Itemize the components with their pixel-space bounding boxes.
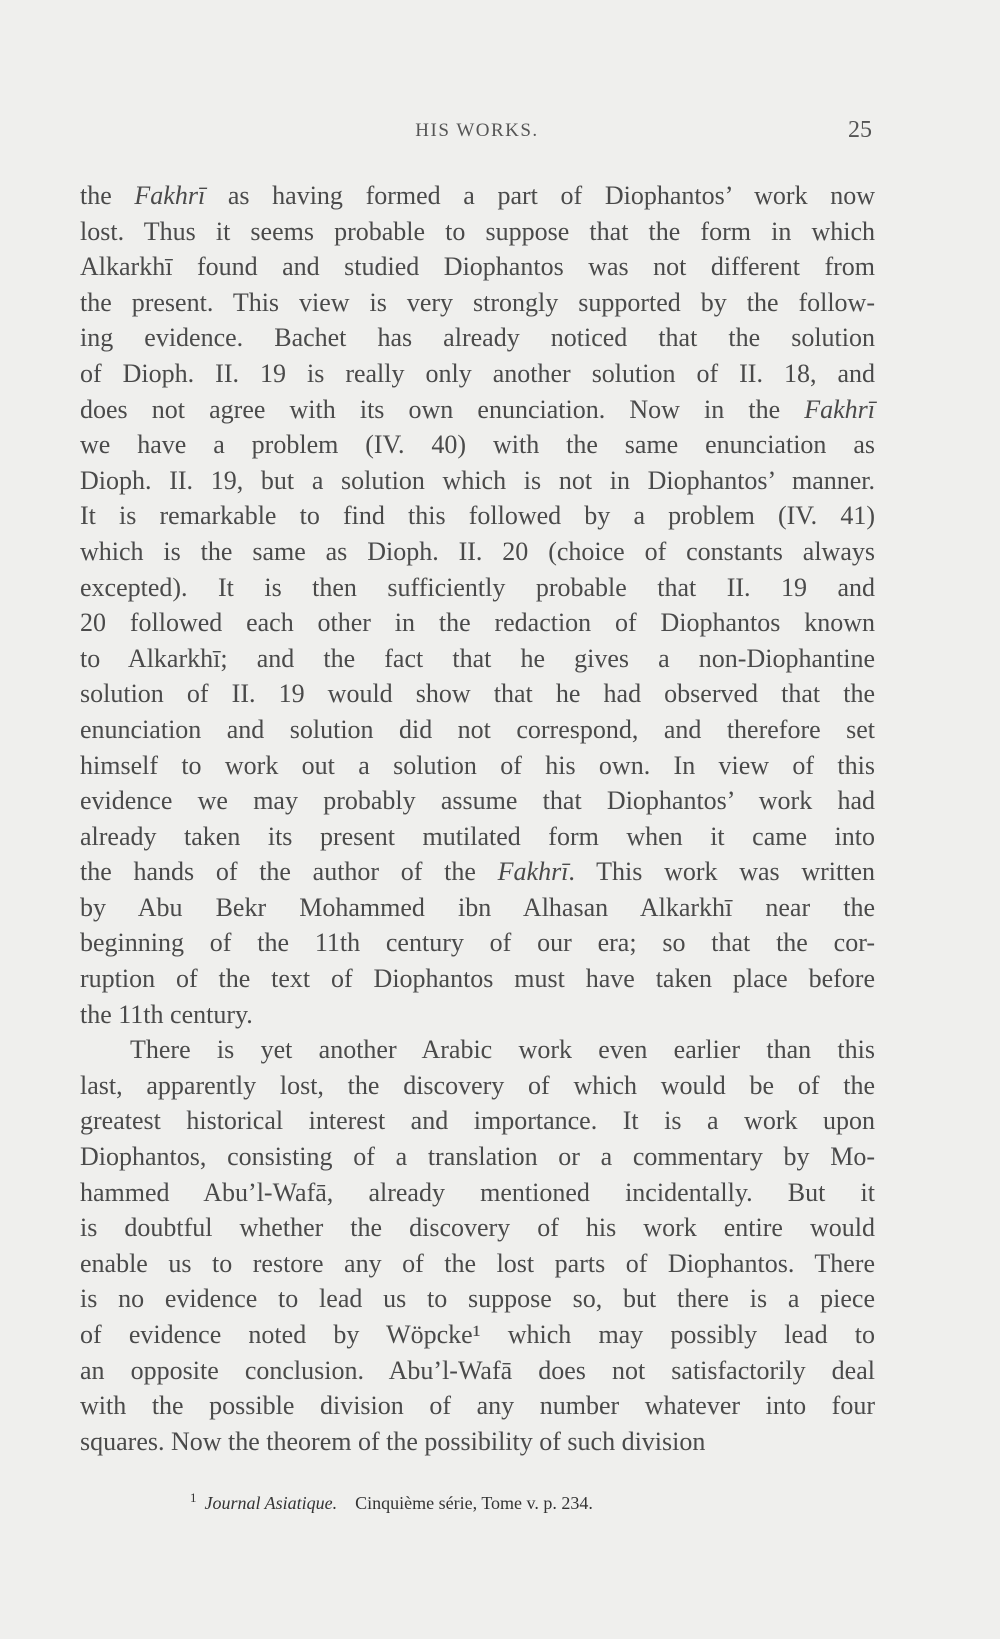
running-title: HIS WORKS.	[415, 120, 539, 141]
footnote-journal: Journal Asiatique.	[204, 1493, 338, 1513]
italic-title: Fakhrī	[497, 857, 569, 887]
text-line: enable us to restore any of the lost parts of Diophantos. There	[80, 1248, 875, 1278]
text-line: greatest historical interest and importance. It is a work upon	[80, 1106, 875, 1136]
text-line: the 11th century.	[80, 999, 253, 1029]
text-line: last, apparently lost, the discovery of which would be of the	[80, 1070, 875, 1100]
footnote	[190, 1490, 593, 1514]
text-line: the present. This view is very strongly supported by the follow-	[80, 287, 875, 317]
text-line: Alkarkhī found and studied Diophantos was not different from	[80, 252, 875, 282]
text-line: Diophantos, consisting of a translation or a commentary by Mo-	[80, 1142, 875, 1172]
text-line: of Dioph. II. 19 is really only another solution of II. 18, and	[80, 358, 875, 388]
text-line: does not agree with its own enunciation. Now in the Fakhrī	[80, 394, 875, 424]
text-line: enunciation and solution did not correspond, and therefore set	[80, 714, 875, 744]
text-line: with the possible division of any number whatever into four	[80, 1391, 875, 1421]
text-line: solution of II. 19 would show that he had observed that the	[80, 679, 875, 709]
text-line: already taken its present mutilated form when it came into	[80, 821, 875, 851]
text-line: the hands of the author of the Fakhrī. This work was written	[80, 857, 875, 887]
text-line: himself to work out a solution of his own. In view of this	[80, 750, 875, 780]
page-number: 25	[848, 117, 872, 143]
footnote-mark: 1	[190, 1490, 197, 1505]
text-line: squares. Now the theorem of the possibility of such division	[80, 1426, 706, 1456]
text-line: 20 followed each other in the redaction of Diophantos known	[80, 608, 875, 638]
text-line: excepted). It is then sufficiently probable that II. 19 and	[80, 572, 875, 602]
text-line: ruption of the text of Diophantos must have taken place before	[80, 964, 875, 994]
text-line: to Alkarkhī; and the fact that he gives a non-Diophantine	[80, 643, 875, 673]
paragraph-2	[80, 1032, 875, 1459]
footnote-reference: Cinquième série, Tome v. p. 234.	[355, 1493, 593, 1513]
text-line: an opposite conclusion. Abu’l-Wafā does not satisfactorily deal	[80, 1355, 875, 1385]
text-line: is doubtful whether the discovery of his work entire would	[80, 1213, 875, 1243]
text-line: Dioph. II. 19, but a solution which is not in Diophantos’ manner.	[80, 465, 875, 495]
text-line: beginning of the 11th century of our era; so that the cor-	[80, 928, 875, 958]
text-line: which is the same as Dioph. II. 20 (choice of constants always	[80, 536, 875, 566]
text-line: lost. Thus it seems probable to suppose that the form in which	[80, 216, 875, 246]
text-line: by Abu Bekr Mohammed ibn Alhasan Alkarkhī near the	[80, 892, 875, 922]
text-line: the Fakhrī as having formed a part of Diophantos’ work now	[80, 181, 875, 210]
text-line: evidence we may probably assume that Diophantos’ work had	[80, 786, 875, 816]
text-line: It is remarkable to find this followed by a problem (IV. 41)	[80, 501, 875, 531]
text-line: of evidence noted by Wöpcke¹ which may possibly lead to	[80, 1320, 875, 1349]
text-line: There is yet another Arabic work even earlier than this	[130, 1035, 875, 1065]
italic-title: Fakhrī	[804, 394, 875, 424]
text-line: hammed Abu’l-Wafā, already mentioned incidentally. But it	[80, 1177, 875, 1207]
running-head	[82, 117, 872, 150]
body-text	[80, 178, 875, 1459]
text-line: ing evidence. Bachet has already noticed that the solution	[80, 323, 875, 353]
text-line: we have a problem (IV. 40) with the same enunciation as	[80, 430, 875, 460]
text-line: is no evidence to lead us to suppose so, but there is a piece	[80, 1284, 875, 1314]
paragraph-1	[80, 178, 875, 1032]
italic-title: Fakhrī	[134, 181, 206, 210]
